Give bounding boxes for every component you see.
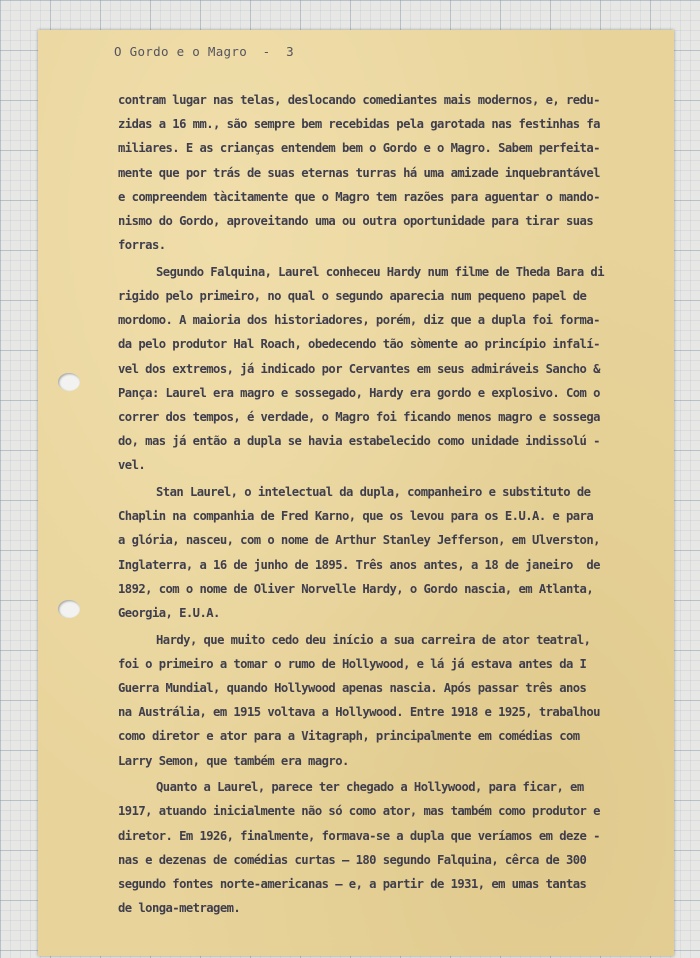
text-line: segundo fontes norte-americanas — e, a partir de 1931, em umas tantas bbox=[118, 877, 587, 891]
text-line: miliares. E as crianças entendem bem o Gordo e o Magro. Sabem perfeita- bbox=[118, 141, 600, 156]
body-text bbox=[118, 88, 663, 920]
text-line: Guerra Mundial, quando Hollywood apenas nascia. Após passar três anos bbox=[118, 681, 587, 695]
text-line: mente que por trás de suas eternas turras há uma amizade inquebrantável bbox=[118, 165, 600, 180]
text-line: Quanto a Laurel, parece ter chegado a Hollywood, para ficar, em bbox=[156, 780, 584, 795]
text-line: a glória, nasceu, com o nome de Arthur Stanley Jefferson, em Ulverston, bbox=[118, 533, 600, 548]
text-line: Larry Semon, que também era magro. bbox=[118, 753, 349, 768]
text-line: correr dos tempos, é verdade, o Magro foi ficando menos magro e sossega bbox=[118, 409, 600, 424]
paragraph-3 bbox=[118, 480, 663, 625]
text-line: forras. bbox=[118, 238, 166, 253]
text-line: vel. bbox=[118, 458, 146, 473]
typewritten-page bbox=[38, 30, 674, 956]
text-line: na Austrália, em 1915 voltava a Hollywood. Entre 1918 e 1925, trabalhou bbox=[118, 705, 600, 720]
paragraph-2 bbox=[118, 260, 663, 478]
paragraph-5 bbox=[118, 775, 663, 920]
text-line: 1917, atuando inicialmente não só como ator, mas também como produtor e bbox=[118, 804, 600, 819]
text-line: Segundo Falquina, Laurel conheceu Hardy num filme de Theda Bara di bbox=[156, 264, 604, 279]
text-line: Hardy, que muito cedo deu início a sua carreira de ator teatral, bbox=[156, 632, 591, 647]
punch-hole-top bbox=[58, 373, 80, 391]
text-line: rigido pelo primeiro, no qual o segundo aparecia num pequeno papel de bbox=[118, 289, 587, 303]
text-line: da pelo produtor Hal Roach, obedecendo tão sòmente ao princípio infalí- bbox=[118, 337, 600, 352]
text-line: Pança: Laurel era magro e sossegado, Hardy era gordo e explosivo. Com o bbox=[118, 385, 600, 400]
text-line: de longa-metragem. bbox=[118, 901, 241, 916]
text-line: Inglaterra, a 16 de junho de 1895. Três anos antes, a 18 de janeiro de bbox=[118, 557, 600, 572]
text-line: e compreendem tàcitamente que o Magro tem razões para aguentar o mando- bbox=[118, 189, 600, 204]
text-line: foi o primeiro a tomar o rumo de Hollywood, e lá já estava antes da I bbox=[118, 656, 587, 671]
punch-hole-bottom bbox=[58, 600, 80, 618]
text-line: contram lugar nas telas, deslocando comediantes mais modernos, e, redu- bbox=[118, 93, 600, 107]
paragraph-4 bbox=[118, 628, 663, 773]
text-line: mordomo. A maioria dos historiadores, porém, diz que a dupla foi forma- bbox=[118, 313, 600, 328]
text-line: vel dos extremos, já indicado por Cervantes em seus admiráveis Sancho & bbox=[118, 361, 600, 376]
text-line: Stan Laurel, o intelectual da dupla, companheiro e substituto de bbox=[156, 485, 591, 499]
text-line: zidas a 16 mm., são sempre bem recebidas pela garotada nas festinhas fa bbox=[118, 117, 600, 132]
running-head: O Gordo e o Magro - 3 bbox=[114, 44, 294, 59]
text-line: Georgia, E.U.A. bbox=[118, 605, 220, 620]
text-line: como diretor e ator para a Vitagraph, principalmente em comédias com bbox=[118, 729, 580, 744]
text-line: nas e dezenas de comédias curtas — 180 segundo Falquina, cêrca de 300 bbox=[118, 852, 587, 867]
text-line: Chaplin na companhia de Fred Karno, que os levou para os E.U.A. e para bbox=[118, 509, 594, 524]
text-line: nismo do Gordo, aproveitando uma ou outra oportunidade para tirar suas bbox=[118, 213, 594, 228]
text-line: 1892, com o nome de Oliver Norvelle Hardy, o Gordo nascia, em Atlanta, bbox=[118, 581, 594, 596]
text-line: diretor. Em 1926, finalmente, formava-se a dupla que veríamos em deze - bbox=[118, 828, 600, 843]
text-line: do, mas já então a dupla se havia estabelecido como unidade indissolú - bbox=[118, 434, 600, 449]
paragraph-1 bbox=[118, 88, 663, 257]
